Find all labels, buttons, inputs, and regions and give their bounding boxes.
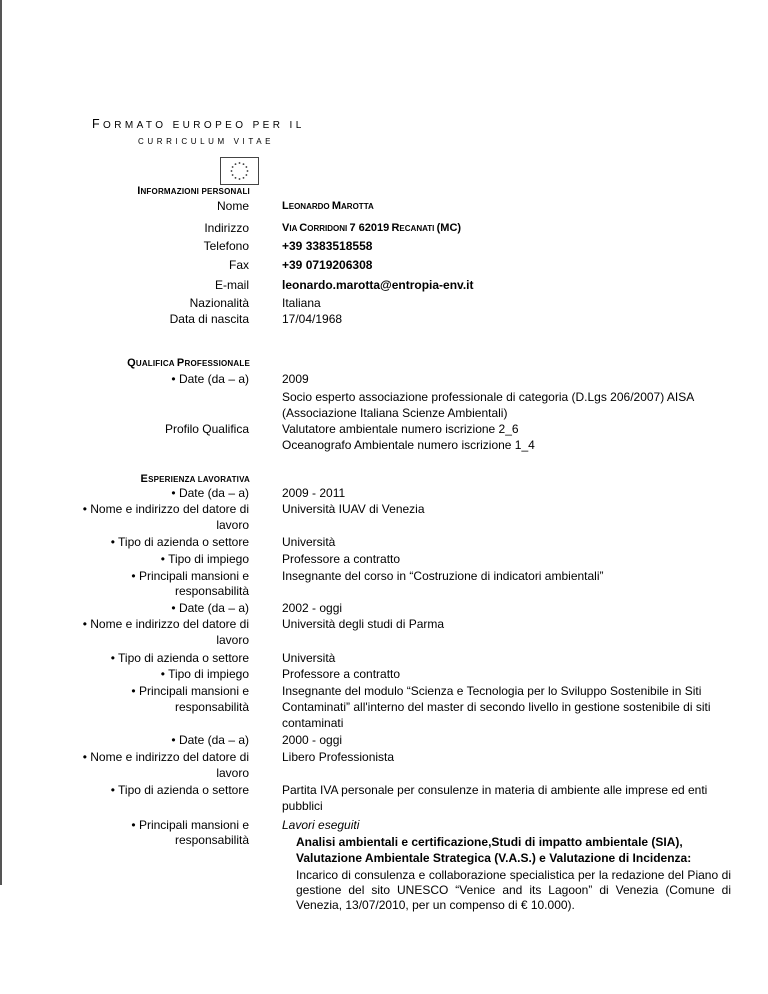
- section-qualifica: QUALIFICA PROFESSIONALE: [127, 357, 250, 369]
- value-mansioni: Insegnante del modulo “Scienza e Tecnologia per lo Sviluppo Sostenibile in Siti: [282, 684, 702, 698]
- label-datore-cont: lavoro: [216, 633, 249, 647]
- value-mansioni: Contaminati” all'interno del master di secondo livello in gestione sostenibile di siti: [282, 700, 711, 714]
- value-telefono: +39 3383518558: [282, 239, 373, 253]
- profilo-line: (Associazione Italiana Scienze Ambientali): [282, 406, 508, 420]
- label-data-nascita: Data di nascita: [169, 312, 249, 326]
- label-tipo-azienda: • Tipo di azienda o settore: [110, 783, 249, 797]
- lavori-eseguiti-title: Lavori eseguiti: [282, 818, 360, 832]
- label-mansioni: • Principali mansioni e: [131, 684, 249, 698]
- title-line-2: CURRICULUM VITAE: [138, 137, 275, 146]
- label-date: • Date (da – a): [171, 486, 249, 500]
- value-tipo-azienda: Partita IVA personale per consulenze in materia di ambiente alle imprese ed enti: [282, 783, 708, 797]
- value-date: 2000 - oggi: [282, 733, 343, 747]
- value-mansioni: Insegnante del corso in “Costruzione di indicatori ambientali”: [282, 569, 604, 583]
- section-esperienza: ESPERIENZA LAVORATIVA: [140, 473, 250, 485]
- value-tipo-azienda: Università: [282, 535, 336, 549]
- label-fax: Fax: [228, 258, 249, 272]
- label-indirizzo: Indirizzo: [204, 221, 249, 235]
- lavori-description: Incarico di consulenza e collaborazione specialistica per la redazione del Piano di gestione del sito UNESCO “Venice and its Lagoon” di Venezia (Comune di Venezia, 13/07/2010, per un compenso di € 10.000).: [296, 868, 731, 912]
- page-edge-line: [0, 0, 2, 885]
- label-mansioni: • Principali mansioni e: [131, 818, 249, 832]
- label-datore: • Nome e indirizzo del datore di: [82, 502, 249, 516]
- label-nome: Nome: [216, 199, 249, 213]
- label-mansioni-cont: responsabilità: [174, 833, 249, 847]
- value-fax: +39 0719206308: [282, 258, 373, 272]
- label-date: • Date (da – a): [171, 733, 249, 747]
- label-mansioni-cont: responsabilità: [174, 584, 249, 598]
- value-qualifica-date: 2009: [282, 372, 309, 386]
- lavori-heading-line: Valutazione Ambientale Strategica (V.A.S.) e Valutazione di Incidenza:: [296, 851, 692, 865]
- value-tipo-impiego: Professore a contratto: [282, 667, 401, 681]
- label-datore: • Nome e indirizzo del datore di: [82, 617, 249, 631]
- label-qualifica-date: • Date (da – a): [171, 372, 249, 386]
- label-mansioni-cont: responsabilità: [174, 700, 249, 714]
- value-date: 2009 - 2011: [282, 486, 346, 500]
- label-tipo-azienda: • Tipo di azienda o settore: [110, 651, 249, 665]
- value-date: 2002 - oggi: [282, 601, 343, 615]
- value-email[interactable]: leonardo.marotta@entropia-env.it: [282, 278, 474, 292]
- value-indirizzo: VIA CORRIDONI 7 62019 RECANATI (MC): [282, 222, 462, 234]
- label-tipo-impiego: • Tipo di impiego: [160, 552, 249, 566]
- profilo-line: Socio esperto associazione professionale di categoria (D.Lgs 206/2007) AISA: [282, 390, 695, 404]
- label-telefono: Telefono: [203, 239, 249, 253]
- label-nazionalita: Nazionalità: [189, 296, 249, 310]
- value-tipo-azienda: pubblici: [282, 799, 323, 813]
- value-datore: Libero Professionista: [282, 750, 395, 764]
- label-tipo-azienda: • Tipo di azienda o settore: [110, 535, 249, 549]
- label-date: • Date (da – a): [171, 601, 249, 615]
- profilo-line: Valutatore ambientale numero iscrizione 2_6: [282, 422, 519, 436]
- value-data-nascita: 17/04/1968: [282, 312, 343, 326]
- value-nazionalita: Italiana: [282, 296, 321, 310]
- eu-flag-icon: [220, 157, 259, 185]
- value-tipo-impiego: Professore a contratto: [282, 552, 401, 566]
- profilo-line: Oceanografo Ambientale numero iscrizione 1_4: [282, 438, 535, 452]
- title-initial: F: [92, 117, 104, 131]
- value-mansioni: contaminati: [282, 716, 344, 730]
- label-datore-cont: lavoro: [216, 518, 249, 532]
- label-mansioni: • Principali mansioni e: [131, 569, 249, 583]
- label-email: E-mail: [214, 278, 249, 292]
- title-line-1: ORMATO EUROPEO PER IL: [103, 120, 305, 131]
- value-datore: Università degli studi di Parma: [282, 617, 445, 631]
- value-datore: Università IUAV di Venezia: [282, 502, 425, 516]
- section-personal-info: INFORMAZIONI PERSONALI: [137, 185, 250, 197]
- cv-format-title: [92, 116, 305, 150]
- value-nome: LEONARDO MAROTTA: [282, 200, 374, 212]
- label-datore: • Nome e indirizzo del datore di: [82, 750, 249, 764]
- label-profilo-qualifica: Profilo Qualifica: [164, 422, 249, 436]
- label-tipo-impiego: • Tipo di impiego: [160, 667, 249, 681]
- lavori-heading-line: Analisi ambientali e certificazione,Studi di impatto ambientale (SIA),: [296, 835, 683, 849]
- value-tipo-azienda: Università: [282, 651, 336, 665]
- label-datore-cont: lavoro: [216, 766, 249, 780]
